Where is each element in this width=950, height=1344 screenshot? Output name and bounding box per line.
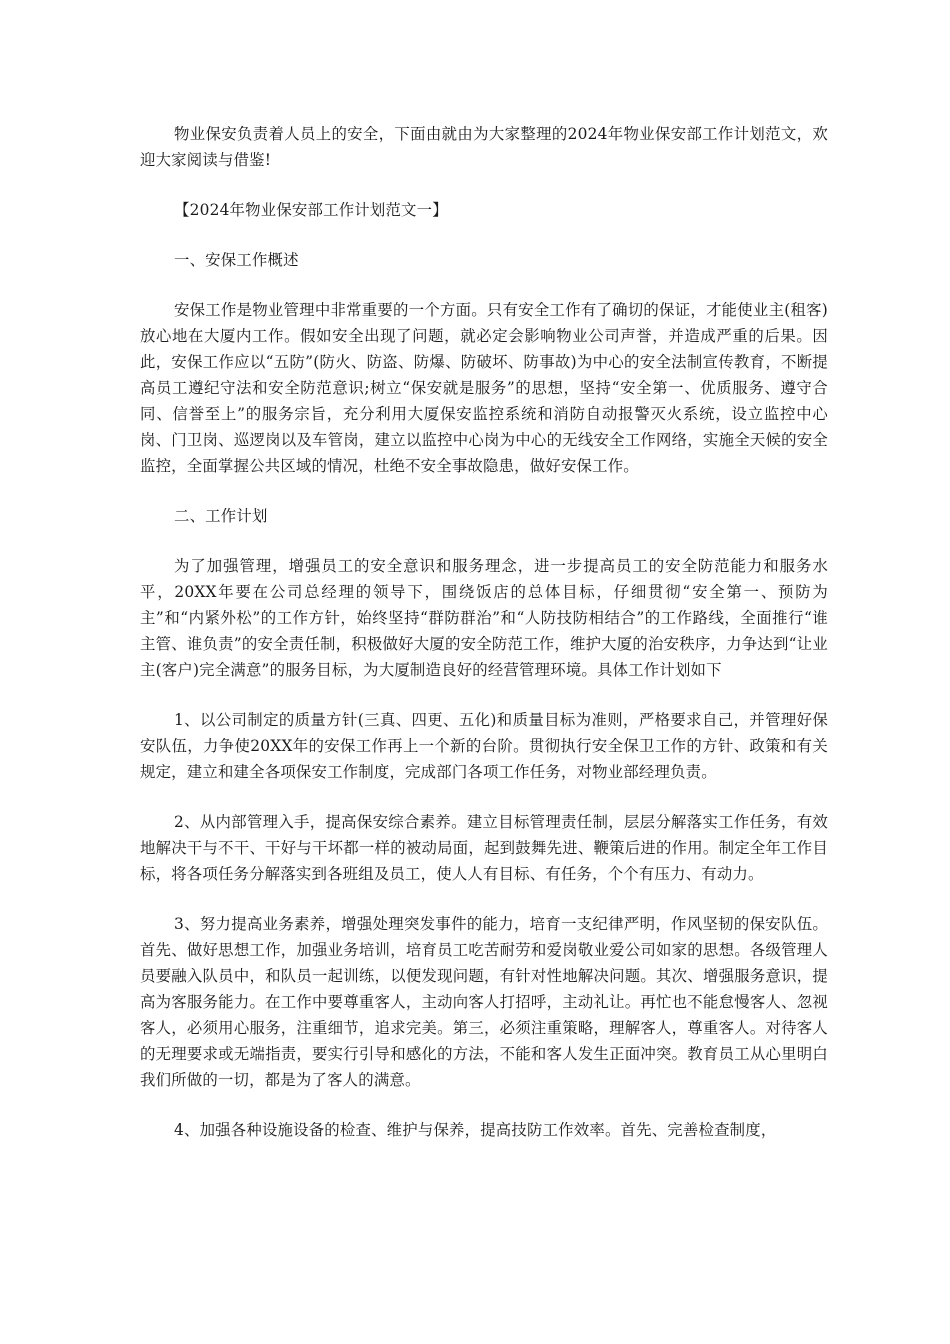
plan-item-1: 1、以公司制定的质量方针(三真、四更、五化)和质量目标为准则，严格要求自己，并管理好保安队伍，力争使20XX年的安保工作再上一个新的台阶。贯彻执行安全保卫工作的方针、政策和有关规定，建立和建全各项保安工作制度，完成部门各项工作任务，对物业部经理负责。 — [140, 711, 828, 781]
document-body — [140, 121, 828, 1143]
work-plan-intro-paragraph: 为了加强管理，增强员工的安全意识和服务理念，进一步提高员工的安全防范能力和服务水平，20XX年要在公司总经理的领导下，围绕饭店的总体目标，仔细贯彻“安全第一、预防为主”和“内紧外松”的工作方针，始终坚持“群防群治”和“人防技防相结合”的工作路线，全面推行“谁主管、谁负责”的安全责任制，积极做好大厦的安全防范工作，维护大厦的治安秩序，力争达到“让业主(客户)完全满意”的服务目标，为大厦制造良好的经营管理环境。具体工作计划如下 — [140, 557, 828, 679]
plan-item-4: 4、加强各种设施设备的检查、维护与保养，提高技防工作效率。首先、完善检查制度， — [174, 1121, 777, 1139]
security-overview-paragraph: 安保工作是物业管理中非常重要的一个方面。只有安全工作有了确切的保证，才能使业主(租客)放心地在大厦内工作。假如安全出现了问题，就必定会影响物业公司声誉，并造成严重的后果。因此，安保工作应以“五防”(防火、防盗、防爆、防破坏、防事故)为中心的安全法制宣传教育，不断提高员工遵纪守法和安全防范意识;树立“保安就是服务”的思想，坚持“安全第一、优质服务、遵守合同、信誉至上”的服务宗旨，充分利用大厦保安监控系统和消防自动报警灭火系统，设立监控中心岗、门卫岗、巡逻岗以及车管岗，建立以监控中心岗为中心的无线安全工作网络，实施全天候的安全监控，全面掌握公共区域的情况，杜绝不安全事故隐患，做好安保工作。 — [140, 301, 828, 475]
section-heading-sample-one: 【2024年物业保安部工作计划范文一】 — [174, 201, 448, 219]
plan-item-2: 2、从内部管理入手，提高保安综合素养。建立目标管理责任制，层层分解落实工作任务，有效地解决干与不干、干好与干坏都一样的被动局面，起到鼓舞先进、鞭策后进的作用。制定全年工作目标，将各项任务分解落实到各班组及员工，使人人有目标、有任务，个个有压力、有动力。 — [140, 813, 828, 883]
heading-work-plan: 二、工作计划 — [174, 507, 268, 525]
intro-paragraph: 物业保安负责着人员上的安全，下面由就由为大家整理的2024年物业保安部工作计划范文，欢迎大家阅读与借鉴! — [140, 125, 828, 169]
heading-security-overview: 一、安保工作概述 — [174, 251, 299, 269]
plan-item-3: 3、努力提高业务素养，增强处理突发事件的能力，培育一支纪律严明，作风坚韧的保安队伍。首先、做好思想工作，加强业务培训，培育员工吃苦耐劳和爱岗敬业爱公司如家的思想。各级管理人员要融入队员中，和队员一起训练，以便发现问题，有针对性地解决问题。其次、增强服务意识，提高为客服务能力。在工作中要尊重客人，主动向客人打招呼，主动礼让。再忙也不能怠慢客人、忽视客人，必须用心服务，注重细节，追求完美。第三，必须注重策略，理解客人，尊重客人。对待客人的无理要求或无端指责，要实行引导和感化的方法，不能和客人发生正面冲突。教育员工从心里明白我们所做的一切，都是为了客人的满意。 — [140, 915, 828, 1089]
